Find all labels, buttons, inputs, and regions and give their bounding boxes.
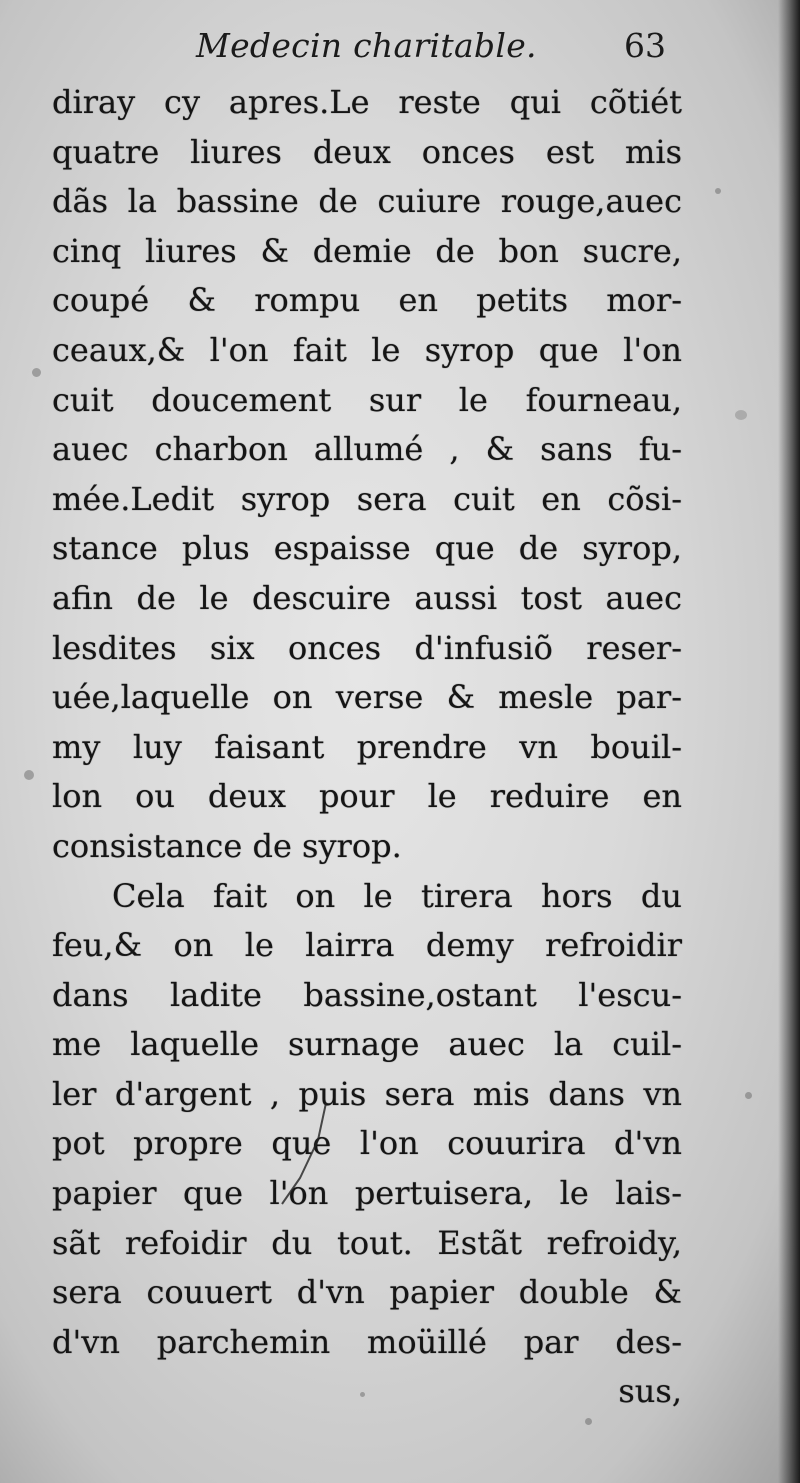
text-line: auec charbon allumé , & sans fu- [52,430,682,469]
text-line: quatre liures deux onces est mis [52,132,682,171]
text-line: dans ladite bassine,ostant l'escu- [52,975,682,1014]
page-header [196,26,666,76]
text-line: my luy faisant prendre vn bouil- [52,727,682,766]
foxing-spot [585,1418,592,1425]
foxing-spot [715,188,721,194]
paragraph-first-line: Cela fait on le tirera hors du [112,876,682,915]
text-line: coupé & rompu en petits mor- [52,281,682,320]
text-line: cuit doucement sur le fourneau, [52,380,682,419]
running-title: Medecin charitable. [196,26,537,65]
text-line: cinq liures & demie de bon sucre, [52,231,682,270]
text-line: sera couuert d'vn papier double & [52,1273,682,1312]
text-line: ler d'argent , puis sera mis dans vn [52,1074,682,1113]
body-text [52,78,682,1417]
binding-shadow [778,0,800,1483]
text-line: papier que l'on pertuisera, le lais- [52,1174,682,1213]
text-line: stance plus espaisse que de syrop, [52,529,682,568]
foxing-spot [24,770,34,780]
text-line: lon ou deux pour le reduire en [52,777,682,816]
text-line: lesdites six onces d'infusiõ reser- [52,628,682,667]
text-line: me laquelle surnage auec la cuil- [52,1025,682,1064]
text-line: afin de le descuire aussi tost auec [52,578,682,617]
text-line: dãs la bassine de cuiure rouge,auec [52,182,682,221]
text-line: d'vn parchemin moüillé par des- [52,1322,682,1361]
catchword: sus, [618,1372,682,1411]
text-line: diray cy apres.Le reste qui cõtiét [52,83,682,121]
page-number: 63 [624,26,666,65]
foxing-spot [735,410,747,420]
foxing-spot [745,1092,752,1099]
foxing-spot [32,368,41,377]
text-line: uée,laquelle on verse & mesle par- [52,678,682,717]
text-line: consistance de syrop. [52,826,402,865]
text-line: sãt refoidir du tout. Estãt refroidy, [52,1223,682,1262]
text-line: pot propre que l'on couurira d'vn [52,1124,682,1163]
text-line: feu,& on le lairra demy refroidir [52,926,682,965]
text-line: ceaux,& l'on fait le syrop que l'on [52,330,682,369]
text-line: mée.Ledit syrop sera cuit en cõsi- [52,479,682,518]
